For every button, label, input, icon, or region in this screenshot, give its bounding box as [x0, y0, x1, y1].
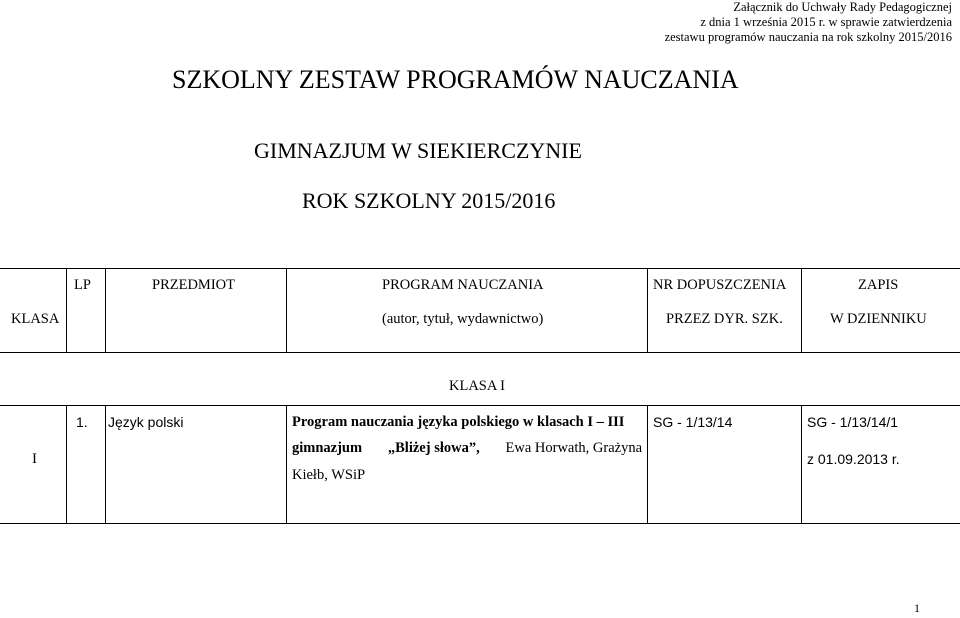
col-divider-row: [286, 405, 287, 523]
school-name: GIMNAZJUM W SIEKIERCZYNIE: [254, 138, 582, 163]
row-przedmiot: Język polski: [108, 414, 184, 430]
table-top-border: [0, 268, 960, 269]
row-zapis-line1: SG - 1/13/14/1: [807, 414, 899, 430]
header-program: PROGRAM NAUCZANIA: [382, 277, 544, 293]
table-bottom-border: [0, 523, 960, 524]
header-klasa: KLASA: [11, 311, 60, 327]
row-lp: 1.: [76, 414, 88, 430]
header-program-subtitle: (autor, tytuł, wydawnictwo): [382, 311, 544, 327]
row-program-line3: Kiełb, WSiP: [292, 467, 366, 483]
row-program-line2-a: gimnazjum: [292, 440, 363, 456]
row-program-authors: Ewa Horwath, Grażyna: [505, 440, 642, 456]
col-divider-row: [66, 405, 67, 523]
col-divider-header: [66, 268, 67, 352]
page-title: SZKOLNY ZESTAW PROGRAMÓW NAUCZANIA: [172, 65, 739, 94]
col-divider-header: [286, 268, 287, 352]
attachment-line-1: Załącznik do Uchwały Rady Pedagogicznej: [733, 0, 952, 14]
header-zapis: ZAPIS: [858, 277, 899, 293]
col-divider-row: [801, 405, 802, 523]
col-divider-row: [105, 405, 106, 523]
row-program-title: „Bliżej słowa”,: [387, 440, 480, 456]
header-przedmiot: PRZEDMIOT: [152, 277, 235, 293]
section-bottom-border: [0, 405, 960, 406]
attachment-line-2: z dnia 1 września 2015 r. w sprawie zatwierdzenia: [700, 15, 952, 29]
col-divider-header: [647, 268, 648, 352]
header-zapis-line2: W DZIENNIKU: [830, 311, 927, 327]
col-divider-header: [801, 268, 802, 352]
row-program-line2: [292, 439, 642, 457]
row-program-line1: Program nauczania języka polskiego w klasach I – III: [292, 414, 625, 430]
header-bottom-border: [0, 352, 960, 353]
school-year: ROK SZKOLNY 2015/2016: [302, 188, 556, 213]
col-divider-header: [105, 268, 106, 352]
section-label-klasa-i: KLASA I: [449, 378, 505, 394]
header-lp: LP: [74, 277, 91, 293]
header-nr-dopuszczenia-line2: PRZEZ DYR. SZK.: [666, 311, 783, 327]
header-nr-dopuszczenia: NR DOPUSZCZENIA: [653, 277, 787, 293]
attachment-note: [532, 0, 952, 45]
attachment-line-3: zestawu programów nauczania na rok szkolny 2015/2016: [664, 30, 952, 44]
row-zapis-line2: z 01.09.2013 r.: [807, 451, 900, 467]
row-klasa: I: [32, 451, 37, 467]
page-number: 1: [914, 601, 920, 615]
col-divider-row: [647, 405, 648, 523]
row-nr-dopuszczenia: SG - 1/13/14: [653, 414, 733, 430]
